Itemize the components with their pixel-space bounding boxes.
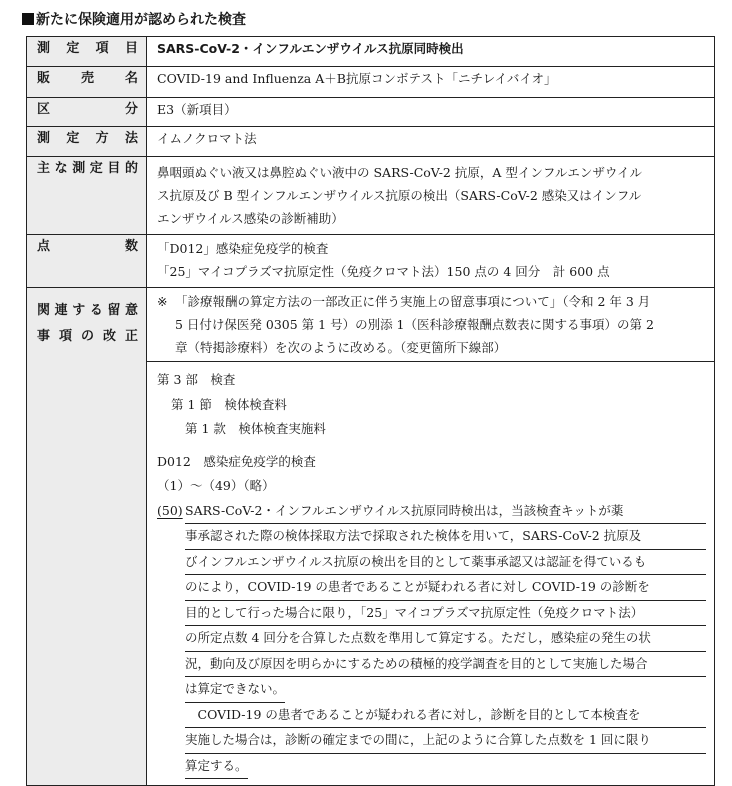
- asterisk-mark: ※: [157, 294, 168, 309]
- para-line: 実施した場合は，診断の確定までの間に，上記のように合算した点数を 1 回に限り: [185, 728, 706, 754]
- related-note: [157, 290, 706, 359]
- label-char: 留: [107, 303, 121, 318]
- value-product-name: [147, 67, 715, 98]
- label-related-line2: [37, 324, 138, 350]
- para-line: は算定できない。: [185, 677, 285, 703]
- note-line: 章（特掲診療料）を次のように改める。（変更箇所下線部）: [175, 340, 507, 355]
- label-char: 数: [124, 239, 138, 254]
- value-measure-item-text: SARS-CoV-2・インフルエンザウイルス抗原同時検出: [157, 41, 464, 56]
- para-line: SARS-CoV-2・インフルエンザウイルス抗原同時検出は，当該検査キットが薬: [185, 499, 706, 525]
- label-char: な: [54, 161, 68, 176]
- para-line: 況，動向及び原因を明らかにするための積極的疫学調査を目的として実施した場合: [185, 652, 706, 678]
- subsection-heading: 第 1 款 検体検査実施料: [185, 421, 326, 436]
- section-heading: 第 1 節 検体検査料: [171, 396, 287, 412]
- label-method-text: [37, 127, 138, 146]
- label-char: 定: [66, 131, 80, 146]
- label-product-name-text: [37, 67, 138, 86]
- label-char: 正: [124, 329, 138, 344]
- label-measure-item: [27, 37, 147, 67]
- label-purpose-text: [37, 157, 138, 176]
- related-body-cell: [147, 362, 715, 786]
- label-product-name: [27, 67, 147, 98]
- black-square-icon: [22, 13, 34, 25]
- note-line: 「診療報酬の算定方法の一部改正に伴う実施上の留意事項について」（令和 2 年 3 月: [175, 294, 651, 309]
- paragraph-50: [157, 499, 706, 780]
- value-purpose: [147, 157, 715, 235]
- inspection-table: [26, 36, 715, 786]
- row-category: [27, 98, 715, 127]
- label-char: 改: [102, 329, 116, 344]
- para-line: の所定点数 4 回分を合算した点数を準用して算定する。ただし，感染症の発生の状: [185, 626, 706, 652]
- item-code: D012 感染症免疫学的検査: [157, 453, 316, 469]
- page-title-text: 新たに保険適用が認められた検査: [36, 12, 246, 28]
- label-char: 区: [37, 102, 51, 117]
- label-char: 方: [95, 131, 109, 146]
- label-char: 測: [37, 41, 51, 56]
- label-char: 売: [80, 71, 94, 86]
- label-char: 名: [124, 71, 138, 86]
- label-char: 定: [89, 161, 103, 176]
- related-note-cell: [147, 288, 715, 362]
- label-category-text: [37, 98, 138, 117]
- label-char: 点: [37, 239, 51, 254]
- value-measure-item: [147, 37, 715, 67]
- value-category: [147, 98, 715, 127]
- label-char: の: [80, 329, 94, 344]
- points-line: 「D012」感染症免疫学的検査: [157, 241, 329, 256]
- label-char: 測: [72, 161, 86, 176]
- purpose-line: エンザウイルス感染の診断補助）: [157, 211, 344, 226]
- para-line: COVID-19 の患者であることが疑われる者に対し，診断を目的として本検査を: [185, 703, 706, 729]
- row-points: [27, 235, 715, 288]
- row-method: [27, 127, 715, 157]
- label-char: 主: [37, 161, 51, 176]
- label-char: 項: [95, 41, 109, 56]
- label-char: す: [72, 303, 86, 318]
- para-line: 事承認された際の検体採取方法で採取された検体を用いて，SARS-CoV-2 抗原及: [185, 524, 706, 550]
- label-purpose: [27, 157, 147, 235]
- purpose-line: 鼻咽頭ぬぐい液又は鼻腔ぬぐい液中の SARS-CoV-2 抗原，A 型インフルエンザウイル: [157, 165, 642, 180]
- label-char: 的: [124, 161, 138, 176]
- label-related-line1: [37, 298, 138, 324]
- para-line: 算定する。: [185, 754, 248, 780]
- label-char: 法: [124, 131, 138, 146]
- row-purpose: [27, 157, 715, 235]
- label-char: 販: [37, 71, 51, 86]
- label-points: [27, 235, 147, 288]
- para-line: 目的として行った場合に限り，「25」マイコプラズマ抗原定性（免疫クロマト法）: [185, 601, 706, 627]
- purpose-line: ス抗原及び B 型インフルエンザウイルス抗原の検出（SARS-CoV-2 感染又はインフル: [157, 188, 642, 203]
- label-char: 目: [124, 41, 138, 56]
- row-related-note: [27, 288, 715, 362]
- label-char: 事: [37, 329, 51, 344]
- points-line: 「25」マイコプラズマ抗原定性（免疫クロマト法）150 点の 4 回分 計 600 点: [157, 264, 610, 279]
- page-title: [22, 8, 246, 30]
- label-points-text: [37, 235, 138, 254]
- label-char: 意: [124, 303, 138, 318]
- label-char: る: [89, 303, 103, 318]
- row-product-name: [27, 67, 715, 98]
- note-line: 5 日付け保医発 0305 第 1 号）の別添 1（医科診療報酬点数表に関する事項）の第 2: [175, 317, 654, 332]
- part-heading: 第 3 部 検査: [157, 372, 236, 387]
- row-measure-item: [27, 37, 715, 67]
- label-char: 関: [37, 303, 51, 318]
- label-measure-item-text: [37, 37, 138, 56]
- label-method: [27, 127, 147, 157]
- value-method: [147, 127, 715, 157]
- label-category: [27, 98, 147, 127]
- label-char: 測: [37, 131, 51, 146]
- value-category-text: E3（新項目）: [157, 102, 237, 117]
- label-char: 定: [66, 41, 80, 56]
- value-method-text: イムノクロマト法: [157, 131, 257, 146]
- para-line: びインフルエンザウイルス抗原の検出を目的として薬事承認又は認証を得ているも: [185, 550, 706, 576]
- label-char: 連: [54, 303, 68, 318]
- para-line: のにより，COVID-19 の患者であることが疑われる者に対し COVID-19 の診断を: [185, 575, 706, 601]
- label-char: 項: [58, 329, 72, 344]
- value-product-name-text: COVID-19 and Influenza A＋B抗原コンボテスト「ニチレイバイオ」: [157, 71, 557, 86]
- paragraph-number: (50): [157, 502, 183, 518]
- label-char: 目: [107, 161, 121, 176]
- label-related: [27, 288, 147, 786]
- label-char: 分: [124, 102, 138, 117]
- omitted-items: （1）～（49）（略）: [157, 478, 275, 493]
- value-points: [147, 235, 715, 288]
